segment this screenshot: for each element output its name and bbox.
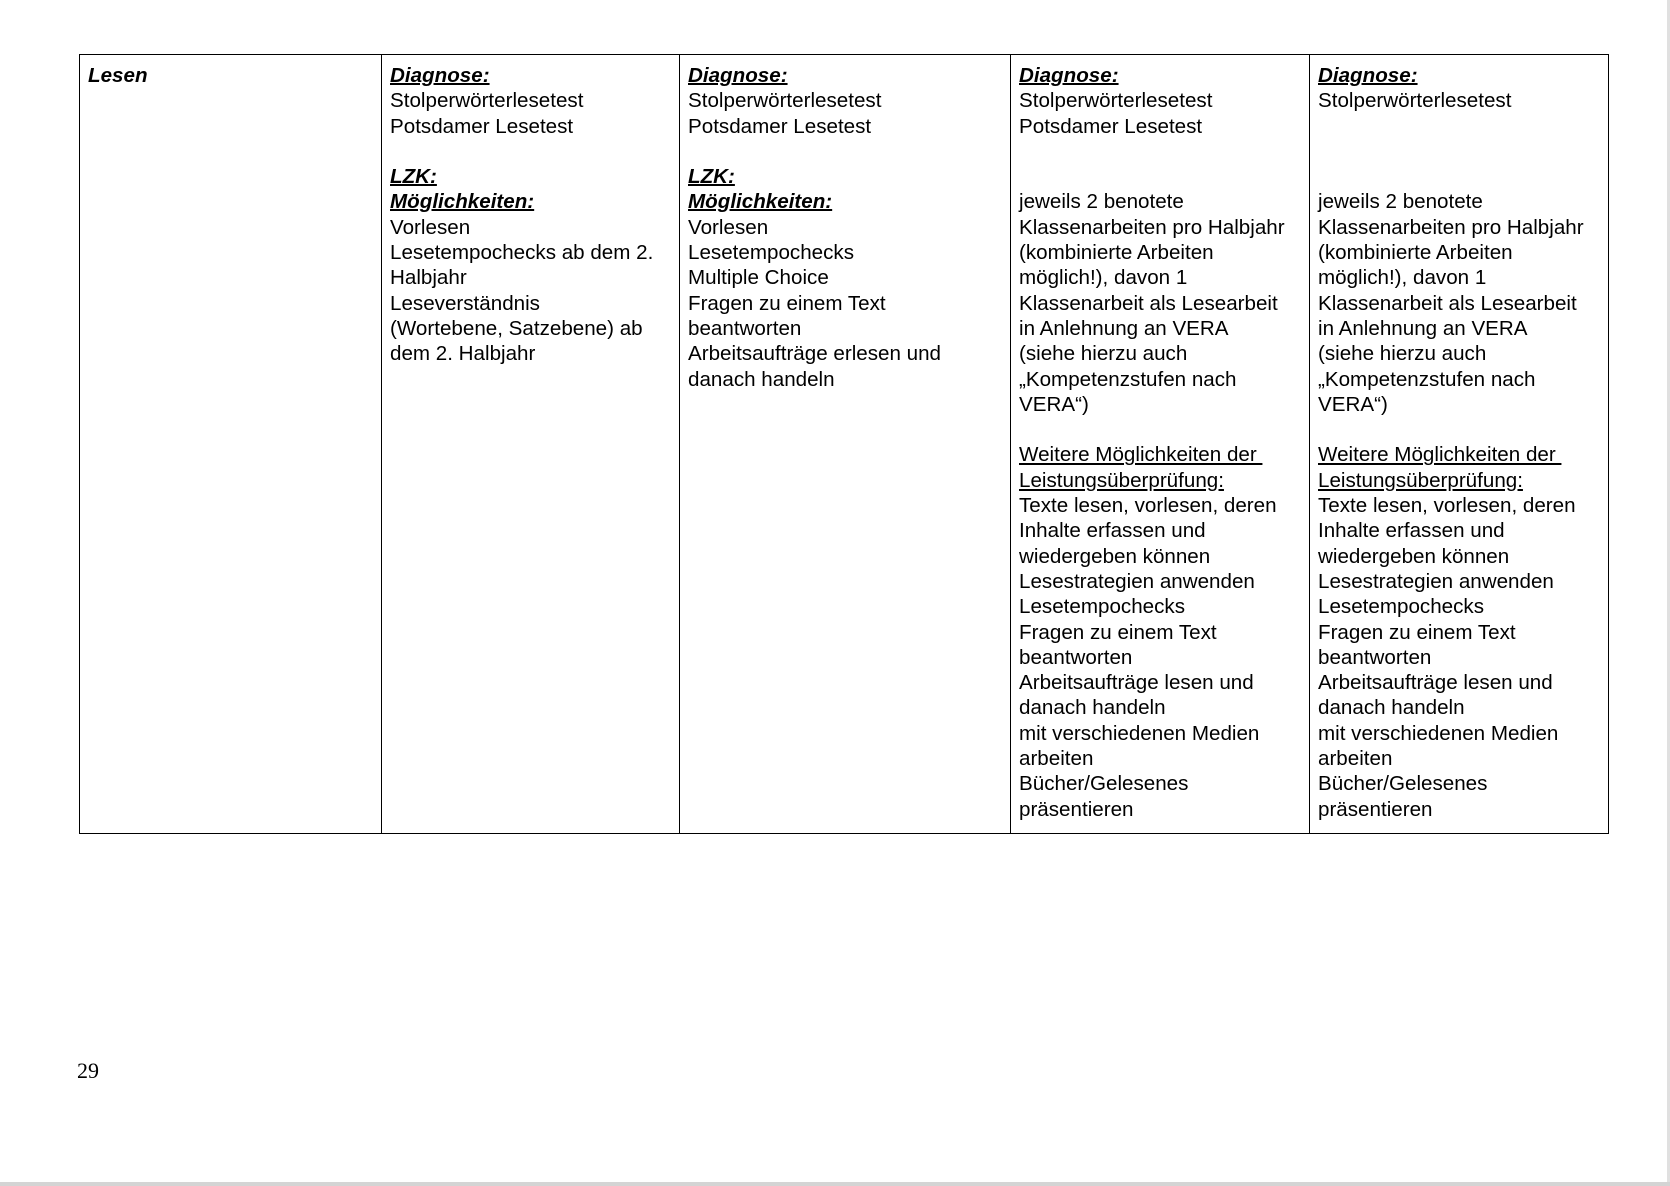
list-item: mit verschiedenen Medien	[1019, 721, 1260, 745]
list-item: möglich!), davon 1	[1318, 266, 1487, 290]
list-item: Lesetempochecks	[1019, 595, 1185, 619]
list-item: Arbeitsaufträge erlesen und	[688, 342, 942, 366]
weitere-heading: Leistungsüberprüfung:	[1318, 468, 1523, 492]
list-item: Klassenarbeiten pro Halbjahr	[1019, 215, 1285, 239]
list-item: (siehe hierzu auch	[1019, 342, 1188, 366]
list-item: möglich!), davon 1	[1019, 266, 1188, 290]
col1-cell	[382, 55, 680, 834]
list-item: Stolperwörterlesetest	[390, 89, 584, 113]
list-item: jeweils 2 benotete	[1318, 190, 1483, 214]
list-item: beantworten	[688, 316, 802, 340]
list-item: Potsdamer Lesetest	[1019, 114, 1203, 138]
list-item: Stolperwörterlesetest	[1019, 89, 1213, 113]
list-item: Lesetempochecks ab dem 2.	[390, 241, 654, 265]
list-item: (Wortebene, Satzebene) ab	[390, 316, 643, 340]
list-item: jeweils 2 benotete	[1019, 190, 1184, 214]
diagnose-heading: Diagnose:	[1318, 64, 1418, 87]
list-item: beantworten	[1318, 645, 1432, 669]
list-item: Klassenarbeit als Lesearbeit	[1019, 291, 1278, 315]
col3-cell	[1011, 55, 1310, 834]
list-item: beantworten	[1019, 645, 1133, 669]
list-item: Klassenarbeit als Lesearbeit	[1318, 291, 1577, 315]
list-item: Fragen zu einem Text	[1019, 620, 1217, 644]
list-item: (siehe hierzu auch	[1318, 342, 1487, 366]
list-item: „Kompetenzstufen nach	[1318, 367, 1536, 391]
weitere-heading: Weitere Möglichkeiten der	[1019, 443, 1263, 467]
curriculum-table	[79, 54, 1609, 834]
list-item: Potsdamer Lesetest	[688, 114, 872, 138]
list-item: arbeiten	[1019, 747, 1094, 771]
list-item: wiedergeben können	[1019, 544, 1211, 568]
list-item: Halbjahr	[390, 266, 467, 290]
list-item: „Kompetenzstufen nach	[1019, 367, 1237, 391]
diagnose-heading: Diagnose:	[1019, 64, 1119, 87]
list-item: präsentieren	[1019, 797, 1134, 821]
list-item: mit verschiedenen Medien	[1318, 721, 1559, 745]
list-item: Texte lesen, vorlesen, deren	[1318, 494, 1576, 518]
list-item: wiedergeben können	[1318, 544, 1510, 568]
list-item: VERA“)	[1318, 392, 1388, 416]
list-item: Stolperwörterlesetest	[1318, 89, 1512, 113]
subject-cell	[80, 55, 382, 834]
list-item: Inhalte erfassen und	[1019, 519, 1206, 543]
list-item: in Anlehnung an VERA	[1318, 316, 1528, 340]
list-item: Klassenarbeiten pro Halbjahr	[1318, 215, 1584, 239]
list-item: Multiple Choice	[688, 266, 829, 290]
list-item: Inhalte erfassen und	[1318, 519, 1505, 543]
list-item: danach handeln	[1318, 696, 1465, 720]
list-item: dem 2. Halbjahr	[390, 342, 536, 366]
page-edge	[0, 1182, 1670, 1186]
list-item: Leseverständnis	[390, 291, 540, 315]
weitere-heading: Weitere Möglichkeiten der	[1318, 443, 1562, 467]
list-item: Fragen zu einem Text	[1318, 620, 1516, 644]
list-item: Potsdamer Lesetest	[390, 114, 574, 138]
list-item: Fragen zu einem Text	[688, 291, 886, 315]
list-item: Lesestrategien anwenden	[1019, 569, 1255, 593]
weitere-heading: Leistungsüberprüfung:	[1019, 468, 1224, 492]
list-item: VERA“)	[1019, 392, 1089, 416]
list-item: präsentieren	[1318, 797, 1433, 821]
list-item: Lesetempochecks	[1318, 595, 1484, 619]
moeglichkeiten-heading: Möglichkeiten:	[390, 190, 535, 214]
list-item: Arbeitsaufträge lesen und	[1318, 671, 1553, 695]
diagnose-heading: Diagnose:	[688, 64, 788, 87]
lzk-heading: LZK:	[688, 165, 735, 189]
diagnose-heading: Diagnose:	[390, 64, 490, 87]
list-item: Texte lesen, vorlesen, deren	[1019, 494, 1277, 518]
list-item: Vorlesen	[688, 215, 769, 239]
list-item: Bücher/Gelesenes	[1318, 772, 1488, 796]
subject-label: Lesen	[88, 64, 148, 87]
list-item: in Anlehnung an VERA	[1019, 316, 1229, 340]
list-item: Arbeitsaufträge lesen und	[1019, 671, 1254, 695]
list-item: danach handeln	[688, 367, 835, 391]
list-item: Lesestrategien anwenden	[1318, 569, 1554, 593]
col4-cell	[1310, 55, 1609, 834]
list-item: (kombinierte Arbeiten	[1019, 241, 1214, 265]
moeglichkeiten-heading: Möglichkeiten:	[688, 190, 833, 214]
list-item: danach handeln	[1019, 696, 1166, 720]
list-item: arbeiten	[1318, 747, 1393, 771]
list-item: Vorlesen	[390, 215, 471, 239]
col2-cell	[680, 55, 1011, 834]
page-number: 29	[77, 1058, 99, 1083]
list-item: (kombinierte Arbeiten	[1318, 241, 1513, 265]
list-item: Lesetempochecks	[688, 241, 854, 265]
list-item: Bücher/Gelesenes	[1019, 772, 1189, 796]
table-row	[80, 55, 1609, 834]
lzk-heading: LZK:	[390, 165, 437, 189]
list-item: Stolperwörterlesetest	[688, 89, 882, 113]
